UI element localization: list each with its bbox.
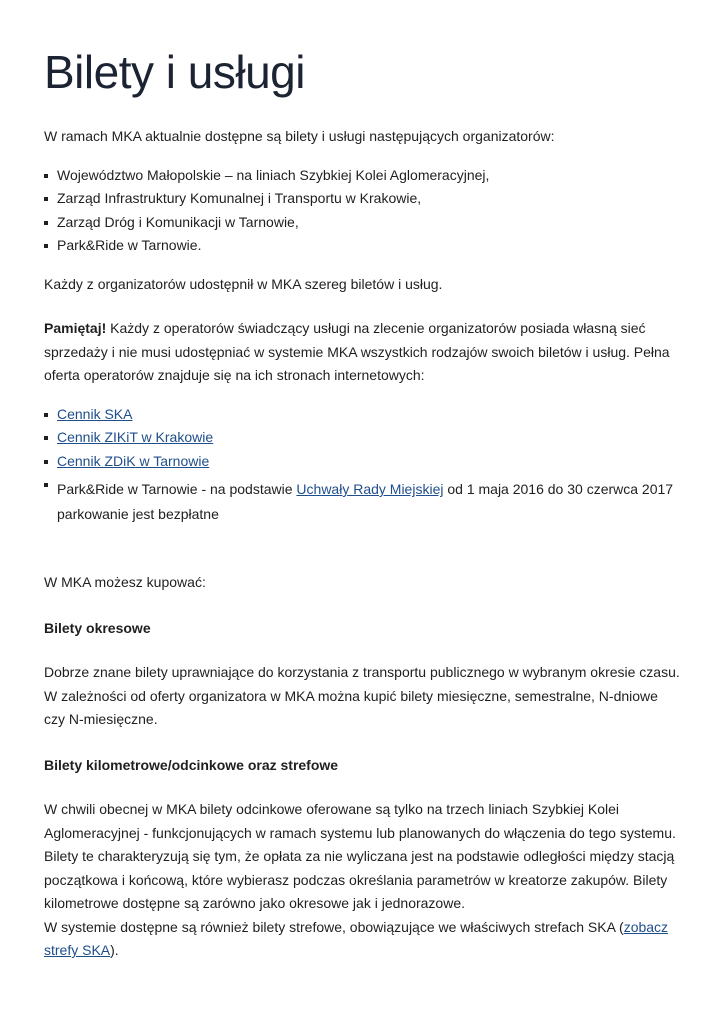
list-item: Województwo Małopolskie – na liniach Szybkiej Kolei Aglomeracyjnej, [44, 164, 681, 188]
list-item: Park&Ride w Tarnowie. [44, 234, 681, 258]
parkride-prefix: Park&Ride w Tarnowie - na podstawie [57, 481, 297, 497]
list-item [44, 426, 681, 450]
link-zobacz-strefy-ska[interactable]: zobacz strefy SKA [44, 918, 669, 958]
page-title: Bilety i usługi [44, 46, 305, 98]
zones-prefix: W systemie dostępne są również bilety strefowe, obowiązujące we właściwych strefach SKA ( [44, 918, 624, 935]
link-cennik-ska[interactable]: Cennik SKA [57, 405, 133, 422]
list-item: Zarząd Dróg i Komunikacji w Tarnowie, [44, 211, 681, 235]
list-item [44, 477, 681, 527]
list-item: Zarząd Infrastruktury Komunalnej i Transportu w Krakowie, [44, 187, 681, 211]
article-content [44, 118, 681, 963]
link-uchwala-rady-miejskiej[interactable]: Uchwały Rady Miejskiej [296, 481, 444, 497]
list-item [44, 403, 681, 427]
link-cennik-zdik[interactable]: Cennik ZDiK w Tarnowie [57, 452, 210, 469]
zones-suffix: ). [110, 942, 119, 958]
link-cennik-zikit[interactable]: Cennik ZIKiT w Krakowie [57, 429, 214, 445]
parkride-suffix: od 1 maja 2016 do 30 czerwca 2017 parkowanie jest bezpłatne [57, 481, 674, 522]
zones-paragraph [44, 916, 681, 963]
organizers-note: Każdy z organizatorów udostępnił w MKA szereg biletów i usług. [44, 275, 443, 292]
distance-heading: Bilety kilometrowe/odcinkowe oraz strefowe [44, 756, 339, 773]
price-links-list [44, 403, 681, 528]
buy-intro: W MKA możesz kupować: [44, 574, 206, 590]
organizers-list [44, 164, 681, 258]
list-item [44, 450, 681, 474]
periodic-heading: Bilety okresowe [44, 619, 151, 636]
remember-paragraph [44, 317, 681, 388]
remember-label: Pamiętaj! [44, 320, 107, 336]
intro-paragraph: W ramach MKA aktualnie dostępne są bilety i usługi następujących organizatorów: [44, 128, 555, 144]
periodic-text: Dobrze znane bilety uprawniające do korzystania z transportu publicznego w wybranym okresie czasu. W zależności od oferty organizatora w MKA można kupić bilety miesięczne, semestralne, N-dniowe czy N-miesięczne. [44, 664, 680, 727]
distance-text: W chwili obecnej w MKA bilety odcinkowe oferowane są tylko na trzech liniach Szybkiej Kolei Aglomeracyjnej - funkcjonujących w ramach systemu lub planowanych do włączenia do tego systemu. Bilety te charakteryzują się tym, że opłata za nie wyliczana jest na podstawie odległości między stacją początkowa i końcową, które wybierasz podczas określania parametrów w kreatorze zakupów. Bilety kilometrowe dostępne są zarówno jako okresowe jak i jednorazowe. [44, 801, 676, 911]
remember-text: Każdy z operatorów świadczący usługi na zlecenie organizatorów posiada własną sieć sprzedaży i nie musi udostępniać w systemie MKA wszystkich rodzajów swoich biletów i usług. Pełna oferta operatorów znajduje się na ich stronach internetowych: [44, 320, 670, 383]
